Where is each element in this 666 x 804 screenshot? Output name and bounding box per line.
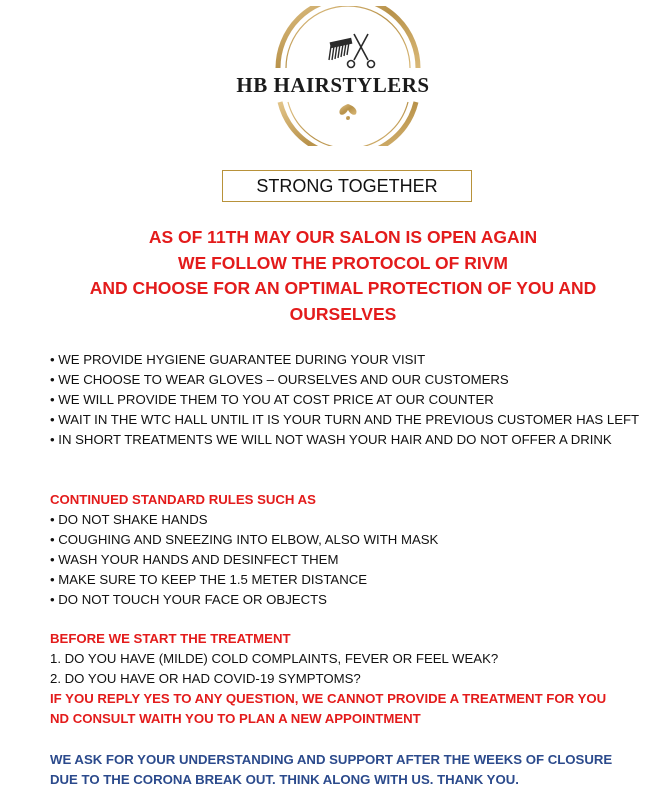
list-item: • COUGHING AND SNEEZING INTO ELBOW, ALSO WITH MASK — [50, 532, 439, 547]
standard-rules — [50, 490, 650, 610]
measures-list — [50, 350, 650, 450]
announcement-line: OURSELVES — [289, 303, 397, 324]
ornament-icon — [339, 104, 356, 120]
closing-line: DUE TO THE CORONA BREAK OUT. THINK ALONG WITH US. THANK YOU. — [50, 772, 519, 787]
announcement-line: AS OF 11TH MAY OUR SALON IS OPEN AGAIN — [148, 227, 538, 247]
list-item: • MAKE SURE TO KEEP THE 1.5 METER DISTANCE — [50, 572, 368, 587]
question: 1. DO YOU HAVE (MILDE) COLD COMPLAINTS, FEVER OR FEEL WEAK? — [50, 651, 499, 666]
list-item: • WE PROVIDE HYGIENE GUARANTEE DURING YOUR VISIT — [50, 352, 426, 367]
closing-message — [50, 750, 650, 790]
list-item: • WAIT IN THE WTC HALL UNTIL IT IS YOUR TURN AND THE PREVIOUS CUSTOMER HAS LEFT — [50, 412, 640, 427]
section-heading: CONTINUED STANDARD RULES SUCH AS — [50, 492, 316, 507]
section-heading: BEFORE WE START THE TREATMENT — [50, 631, 291, 646]
warning-line: IF YOU REPLY YES TO ANY QUESTION, WE CANNOT PROVIDE A TREATMENT FOR YOU — [50, 691, 607, 706]
list-item: • WE CHOOSE TO WEAR GLOVES – OURSELVES AND OUR CUSTOMERS — [50, 372, 509, 387]
scissors-icon — [348, 34, 375, 68]
warning-line: ND CONSULT WAITH YOU TO PLAN A NEW APPOINTMENT — [50, 711, 421, 726]
before-treatment — [50, 629, 650, 729]
comb-icon — [329, 38, 352, 60]
list-item: • DO NOT TOUCH YOUR FACE OR OBJECTS — [50, 592, 327, 607]
headline-box — [222, 170, 472, 202]
list-item: • IN SHORT TREATMENTS WE WILL NOT WASH YOUR HAIR AND DO NOT OFFER A DRINK — [50, 432, 612, 447]
announcement-line: WE FOLLOW THE PROTOCOL OF RIVM — [178, 252, 508, 273]
headline-text: STRONG TOGETHER — [256, 175, 438, 196]
list-item: • WE WILL PROVIDE THEM TO YOU AT COST PRICE AT OUR COUNTER — [50, 392, 494, 407]
closing-line: WE ASK FOR YOUR UNDERSTANDING AND SUPPORT AFTER THE WEEKS OF CLOSURE — [50, 752, 613, 767]
brand-name: HB HAIRSTYLERS — [236, 73, 430, 97]
list-item: • WASH YOUR HANDS AND DESINFECT THEM — [50, 552, 339, 567]
question: 2. DO YOU HAVE OR HAD COVID-19 SYMPTOMS? — [50, 671, 361, 686]
list-item: • DO NOT SHAKE HANDS — [50, 512, 208, 527]
announcement-line: AND CHOOSE FOR AN OPTIMAL PROTECTION OF YOU AND — [89, 278, 597, 298]
announcement — [40, 225, 646, 327]
